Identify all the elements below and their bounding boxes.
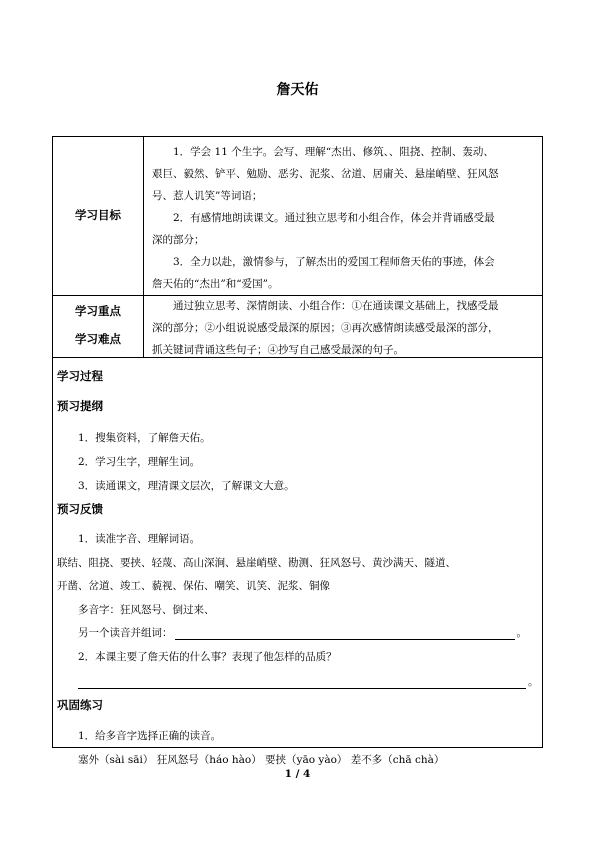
answer-blank[interactable] xyxy=(78,677,526,689)
other-reading-line xyxy=(78,625,527,640)
polyphone-line: 多音字：狂风怒号、倒过来、 xyxy=(78,604,215,616)
period: 。 xyxy=(528,676,539,688)
key-points-label: 学习重点 xyxy=(75,304,121,318)
focus-line: 抓关键词背诵这些句子；④抄写自己感受最深的句子。 xyxy=(152,344,404,356)
feedback-item: 2．本课主要了詹天佑的什么事？表现了他怎样的品质？ xyxy=(78,651,337,663)
vocabulary-line: 开凿、岔道、竣工、藐视、保佑、嘲笑、讥笑、泥浆、铜像 xyxy=(57,580,330,592)
period: 。 xyxy=(516,627,527,639)
objective-line: 詹天佑的“杰出”和“爱国”。 xyxy=(152,278,279,290)
answer-line xyxy=(78,674,539,689)
feedback-item: 1．读准字音、理解词语。 xyxy=(78,533,201,545)
pinyin-choice-line: 塞外（sài sāi） 狂风怒号（háo hào） 要挟（yāo yào） 差不多（chā chà） xyxy=(78,754,445,766)
preview-item: 3．读通课文，理清课文层次，了解课文大意。 xyxy=(78,480,295,492)
difficulties-label: 学习难点 xyxy=(75,332,121,346)
focus-content xyxy=(152,295,537,361)
objective-line: 深的部分； xyxy=(152,234,205,246)
objective-line: 艰巨、毅然、铲平、勉励、恶劣、泥浆、岔道、居庸关、悬崖峭壁、狂风怒 xyxy=(152,168,499,180)
objective-line: 3．全力以赴，激情参与，了解杰出的爱国工程师詹天佑的事迹，体会 xyxy=(173,256,495,268)
column-divider xyxy=(143,137,144,357)
focus-line: 深的部分；②小组说说感受最深的原因；③再次感情朗读感受最深的部分， xyxy=(152,322,499,334)
feedback-heading: 预习反馈 xyxy=(57,502,103,516)
preview-item: 2．学习生字，理解生词。 xyxy=(78,456,201,468)
study-table xyxy=(52,136,543,766)
focus-line: 通过独立思考、深情朗读、小组合作：①在通读课文基础上，找感受最 xyxy=(173,300,499,312)
practice-item: 1．给多音字选择正确的读音。 xyxy=(78,730,222,742)
document-title: 詹天佑 xyxy=(276,82,319,98)
answer-blank[interactable] xyxy=(175,628,515,640)
process-heading: 学习过程 xyxy=(57,369,103,383)
page-indicator: 1 / 4 xyxy=(284,768,311,780)
objective-line: 2．有感情地朗读课文。通过独立思考和小组合作，体会并背诵感受最 xyxy=(173,212,495,224)
preview-item: 1．搜集资料，了解詹天佑。 xyxy=(78,432,211,444)
objective-line: 1．学会 11 个生字。会写、理解“杰出、修筑、、阻挠、控制、轰动、 xyxy=(173,146,494,158)
vocabulary-line: 联结、阻挠、要挟、轻蔑、高山深涧、悬崖峭壁、勘测、狂风怒号、黄沙满天、隧道、 xyxy=(57,557,456,569)
objective-line: 号、惹人讥笑”等词语； xyxy=(152,190,263,202)
other-reading-prompt: 另一个读音并组词： xyxy=(78,627,173,639)
preview-heading: 预习提纲 xyxy=(57,399,103,413)
objectives-content xyxy=(152,141,537,295)
objectives-label: 学习目标 xyxy=(75,208,121,222)
practice-heading: 巩固练习 xyxy=(57,698,103,712)
